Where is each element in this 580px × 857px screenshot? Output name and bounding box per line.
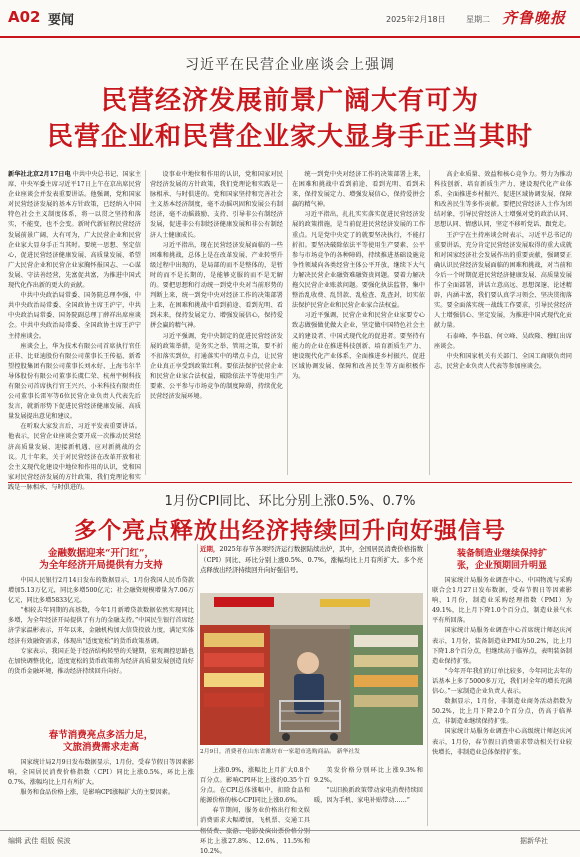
paragraph-text: 习近平强调，民营企业和民营企业家要专心致志做强做优做大企业，坚定做中国特色社会主义的建设者、中国式现代化的促进者。要坚持有能力的企业在推进科技创新、培育新质生产力、建设现代化产业体系、全面推进乡村振兴、促进区域协调发展、保障和改善民生等方面积极作为。 [292,312,425,380]
left-subhead-2 [8,730,194,754]
column-divider [287,170,288,475]
section-divider [8,482,572,483]
paragraph [434,231,572,332]
cpi-kicker: 1月份CPI同比、环比分别上涨0.5%、0.7% [164,494,416,509]
middle-body-1 [200,766,310,855]
page-footer [0,830,580,851]
right-body [432,576,572,826]
photo-caption: 2月9日，消费者在山东省潍坊市一家超市选购商品。 新华社发 [200,749,360,755]
paragraph [8,291,141,341]
paragraph [432,576,572,626]
paragraph [8,342,141,423]
paragraph-text: 中央和国家机关有关部门、全国工商联负责同志，民营企业负责人代表等参加座谈会。 [434,352,572,370]
paragraph-text: 座谈会上，华为技术有限公司首席执行官任正非、比亚迪股份有限公司董事长王传福、新希望控股集团有限公司董事长刘永好、上海韦尔半导体股份有限公司董事长虞仁荣、杭州宇树科技有限公司首席执行官王兴兴、小米科技有限责任公司董事长雷军等6位民营企业负责人代表先后发言，就新形势下促进民营经济健康发展、高质量发展提出意见和建议。 [8,342,141,421]
paragraph [8,758,194,788]
lead-label: 近期， [200,545,220,553]
paragraph [292,170,425,210]
paragraph [432,697,572,727]
paragraph [8,606,194,646]
paragraph-text: 习近平指出，扎扎实实落实促进民营经济发展的政策措施，是当前促进民营经济发展的工作重点。凡是党中央定了的就要坚决执行，不能打折扣。要坚决破除依法平等使用生产要素、公平参与市场竞争的各种障碍，持续推进基础设施竞争性领域向各类经营主体公平开放，继续下大气力解决民营企业融资难融资贵问题。要着力解决拖欠民营企业账款问题。要强化执法监督，集中整治乱收费、乱罚款、乱检查、乱查封，切实依法保护民营企业和民营企业家合法权益。 [292,211,425,310]
paragraph [8,576,194,606]
paragraph [432,626,572,666]
paragraph [8,647,194,677]
paragraph [434,352,572,372]
paragraph-text: 石泰峰、李书磊、何立峰、吴政隆、穆虹出席座谈会。 [434,332,572,350]
paragraph [434,332,572,352]
paragraph-text: 国家统计局2月9日发布数据显示，1月份，受春节假日等因素影响，全国居民消费价格指数（CPI）同比上涨0.5%，环比上涨0.7%，涨幅均比上月有所扩大。 [8,759,194,787]
paragraph [8,788,194,798]
paragraph-text: 国家统计局服务业调查中心高级统计师赵庆河表示，1月份，春节假日消费需求带动相关行业较快增长，非制造业总体保持扩张。 [432,728,572,756]
paragraph-text: 统一到党中央对经济工作的决策部署上来，在困难和挑战中看到前途、看到光明、看到未来，保持发展定力、增强发展信心，保持爱拼会赢的精气神。 [292,171,425,209]
column-divider [145,170,146,475]
dateline: 新华社北京2月17日电 [8,171,71,178]
paragraph-text: “相较去年同期的高基数，今年1月新增贷款数据依然实现同比多增，为全年经济开局提供了有力的金融支持。”中国民生银行首席经济学家温彬表示，开年以来，金融机构加大信贷投放力度，满足实体经济有效融资需求，体现出“适度宽松”的货币政策基调。 [8,607,194,645]
paragraph-text: 国家统计局服务业调查中心、中国物流与采购联合会1月27日发布数据，受春节假日等因素影响，1月份，制造业采购经理指数（PMI）为49.1%，比上月下降1.0个百分点，制造业景气水平有所回落。 [432,577,572,625]
column-divider [197,544,198,826]
paragraph-text: 上涨0.9%，涨幅比上月扩大0.8个百分点。影响CPI环比上涨约0.35个百分点。在CPI总体涨幅中，扣除食品和能源价格的核心CPI同比上涨0.6%。 [200,767,310,805]
paragraph-text: 数据显示，1月份，非制造业商务活动指数为50.2%，比上月下降2.0个百分点，仍高于临界点，非制造业继续保持扩张。 [432,698,572,726]
left-subhead-1 [8,548,194,572]
paragraph-text: 习近平强调，党中央制定的促进民营经济发展的政策举措，是务实之举、管用之策，要不折不扣落实到位，打通落实中的堵点卡点，让民营企业真正享受到政策红利。要依法保护民营企业和民营企业家合法权益，破除依法平等使用生产要素、公平参与市场竞争的制度障碍，持续优化民营经济发展环境。 [150,332,283,401]
issue-date: 2025年2月18日 [386,15,446,24]
paragraph [314,766,423,786]
paragraph [292,311,425,382]
cpi-headline: 多个亮点释放出经济持续回升向好强信号 [74,517,506,544]
paragraph-text: 高企业质量、效益和核心竞争力。努力为推动科技创新、培育新质生产力、建设现代化产业体系、全面推进乡村振兴、促进区域协调发展、保障和改善民生等多作贡献。要把民营经济人士作为团结对象，引导民营经济人士增强对党的政治认同、思想认同、情感认同，坚定不移听党话、跟党走。 [434,171,572,229]
paragraph [150,332,283,403]
right-subhead-line-2: 张，企业预期回升明显 [456,561,547,571]
paragraph [150,170,283,241]
lead-column-3 [292,170,425,475]
paragraph-text: 在听取大家发言后，习近平发表重要讲话。他表示，民营企业座谈会要开成一次推动民营经济高质量发展、迎接新机遇、应对新挑战的会议。几十年来，关于对民营经济在改革开放和社会主义现代化建设中地位和作用的认识，党和国家对民营经济发展的方针政策，我们党理论和实践是一脉相承、与时俱进的。 [8,423,141,491]
column-divider [427,544,428,826]
newspaper-logo: 齐鲁晚报 [502,9,567,27]
paragraph-text: 美发价格分别环比上涨9.3%和9.2%。 [314,767,423,785]
issue-weekday: 星期二 [466,15,490,24]
photo-illustration [200,593,423,745]
middle-body-2 [314,766,423,826]
paragraph-text: 专家表示，我国正处于经济结构转型的关键期，宏观调控思路也在加快调整优化，适度宽松的货币政策将为经济高质量发展创造良好的货币金融环境，推动经济持续回升向好。 [8,647,194,675]
paragraph [434,170,572,231]
paragraph-text: 中共中央政治局常委、国务院总理李强，中共中央政治局常委、全国政协主席王沪宁，中共中央政治局常委、国务院副总理丁薛祥出席座谈会。中共中央政治局常委、全国政协主席王沪宁主持座谈会。 [8,292,141,340]
lead-column-1 [8,170,142,491]
lead-column-4 [434,170,572,475]
left-subhead-2-line-1: 春节消费亮点多活力足， [48,730,154,741]
left-body-2 [8,758,194,826]
paragraph [200,766,310,806]
lead-headline-line-1: 民营经济发展前景广阔大有可为 [100,86,479,116]
paragraph-text: “以旧换新政策带动家电消费持续回暖，因为手机、家电补贴带动……” [314,787,423,805]
lead-column-2 [150,170,283,475]
left-subhead-1-line-1: 金融数据迎来“开门红”， [48,548,154,559]
cpi-lead-paragraph [200,544,423,590]
left-subhead-2-line-2: 文旅消费需求走高 [62,742,139,753]
left-subhead-1-line-2: 为全年经济开局提供有力支持 [39,560,163,571]
lead-headline-line-2: 民营企业和民营企业家大显身手正当其时 [46,122,533,152]
lead-text: 2025年春节各项经济运行数据陆续出炉，其中，全国居民消费价格指数（CPI）同比、环比分别上涨0.5%、0.7%，涨幅均比上月有所扩大。多个亮点释放出经济持续回升向好强信号。 [200,545,424,574]
paragraph-text: 中国人民银行2月14日发布的数据显示，1月份我国人民币贷款增加5.13万亿元，同比多增500亿元；社会融资规模增量为7.06万亿元，同比多增5833亿元。 [8,577,194,605]
paragraph-text: “今年开年我们的订单比较多，今年同比去年的话基本上多了5000多万元，我们对全年的增长充满信心。”一家制造企业负责人表示。 [432,667,572,696]
paragraph-text: 国家统计局服务业调查中心首席统计师赵庆河表示，1月份，装备制造业PMI为50.2%，比上月下降1.8个百分点，但继续高于临界点，表明装备制造业保持扩张。 [432,627,572,665]
paragraph-text: 中共中央总书记、国家主席、中央军委主席习近平17日上午在京出席民营企业座谈会并发表重要讲话。他强调，党和国家对民营经济发展的基本方针政策，已经纳入中国特色社会主义制度体系，将一以贯之坚持和落实，不能变，也不会变。新时代新征程民营经济发展前景广阔、大有可为，广大民营企业和民营企业家大显身手正当其时。要统一思想、坚定信心，促进民营经济健康发展、高质量发展，希望广大民营企业和民营企业家胸怀报国志、一心谋发展、守法善经营，先富促共富，为推进中国式现代化作出新的更大的贡献。 [8,171,142,290]
paragraph [314,786,423,806]
right-subhead [432,548,572,572]
left-body-1 [8,576,194,724]
source-credit: 据新华社 [520,837,548,845]
paragraph [150,241,283,332]
page-header [0,0,580,38]
right-subhead-line-1: 装备制造业继续保持扩 [456,549,547,559]
lead-kicker: 习近平在民营企业座谈会上强调 [185,57,395,73]
column-divider [429,170,430,475]
paragraph [432,727,572,757]
paragraph [292,210,425,311]
paragraph-text: 服务和食品价格上涨，是影响CPI涨幅扩大的主要因素。 [20,789,175,797]
paragraph-text: 习近平指出，现在民营经济发展面临的一些困难和挑战，总体上是在改革发展、产业转型升级过程中出现的，是局部的而不是整体的，是暂时的而不是长期的，是能够克服的而不是无解的。要把思想和行动统一到党中央对当前形势的判断上来，统一到党中央对经济工作的决策部署上来，在困难和挑战中看到前途、看到光明、看到未来，保持发展定力、增强发展信心，保持爱拼会赢的精气神。 [150,241,283,330]
paragraph-text: 春节期间，服务业价格出行和文娱消费需求大幅增加，飞机票、交通工具租赁费、旅游、电影及演出票价格分别环比上涨27.8%、12.6%、11.5%和10.2%。 [200,807,310,855]
paragraph-text: 王沪宁在主持座谈会时表示，习近平总书记的重要讲话，充分肯定民营经济发展取得的重大成就和对国家经济社会发展作出的重要贡献，强调要正确认识民营经济发展面临的困难和挑战，对当前和今后一个时期促进民营经济健康发展、高质量发展作了全面部署，讲话立意高远、思想深邃、论述精辟，内涵丰富，我们要认真学习领会、坚决贯彻落实。要全面落实统一战线工作要求，引导民营经济人士增强信心、坚定发展，为推进中国式现代化贡献力量。 [434,231,572,330]
paragraph [432,667,572,697]
paragraph-text: 设事业中地位和作用的认识，党和国家对民营经济发展的方针政策，我们党理论和实践是一脉相承、与时俱进的。党和国家坚持和完善社会主义基本经济制度，毫不动摇巩固和发展公有制经济，毫不动摇鼓励、支持、引导非公有制经济发展，促进非公有制经济健康发展和非公有制经济人士健康成长。 [150,171,283,239]
editor-credit: 编辑 武佳 组版 侯波 [8,837,71,845]
supermarket-photo [200,593,423,745]
paragraph [8,170,141,291]
page-number: A02 [8,8,41,26]
section-name: 要闻 [48,13,75,28]
